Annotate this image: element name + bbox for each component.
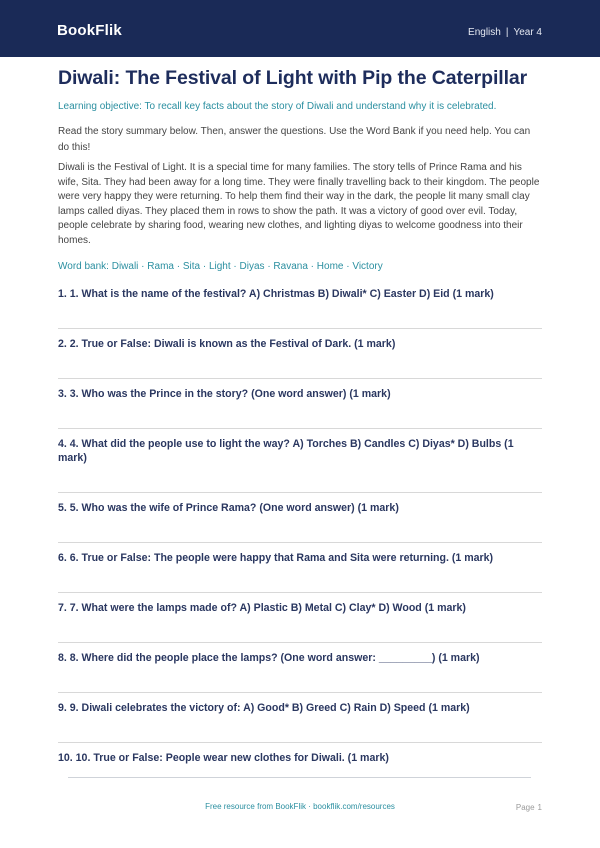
question-item xyxy=(58,337,542,379)
question-text: 8. 8. Where did the people place the lamps? (One word answer: _________) (1 mark) xyxy=(58,651,480,664)
meta-separator: | xyxy=(505,27,509,38)
footer-divider xyxy=(68,777,531,778)
worksheet-content xyxy=(58,66,542,765)
header-bar xyxy=(0,0,600,57)
page-title: Diwali: The Festival of Light with Pip the Caterpillar xyxy=(58,67,528,89)
question-text: 6. 6. True or False: The people were happy that Rama and Sita were returning. (1 mark) xyxy=(58,551,494,564)
answer-line[interactable] xyxy=(58,542,542,543)
footer-resource-link[interactable]: Free resource from BookFlik · bookflik.com/resources xyxy=(205,802,395,811)
subject-year-label xyxy=(468,27,542,38)
answer-line[interactable] xyxy=(58,692,542,693)
answer-line[interactable] xyxy=(58,492,542,493)
question-item xyxy=(58,651,542,693)
answer-line[interactable] xyxy=(58,428,542,429)
year-label: Year 4 xyxy=(513,27,542,38)
answer-line[interactable] xyxy=(58,742,542,743)
subject-label: English xyxy=(468,27,501,38)
page-number-value: 1 xyxy=(537,803,542,812)
question-text: 1. 1. What is the name of the festival? A) Christmas B) Diwali* C) Easter D) Eid (1 mark) xyxy=(58,287,494,300)
question-item xyxy=(58,701,542,743)
instructions-text: Read the story summary below. Then, answer the questions. Use the Word Bank if you need help. You can do this! xyxy=(58,126,531,153)
question-item xyxy=(58,601,542,643)
brand-logo[interactable]: BookFlik xyxy=(57,22,122,39)
story-summary: Diwali is the Festival of Light. It is a special time for many families. The story tells of Prince Rama and his wife, Sita. They had been away for a long time. They were finally travelling back to their kingdom. The people were very happy they were returning. To help them find their way in the dark, the people lit many small clay lamps called diyas. They placed them in rows to show the path. It was a victory of good over evil. Today, people celebrate by sharing food, wearing new clothes, and lighting diyas to welcome goodness into their homes. xyxy=(58,162,540,246)
question-text: 7. 7. What were the lamps made of? A) Plastic B) Metal C) Clay* D) Wood (1 mark) xyxy=(58,601,466,614)
question-text: 3. 3. Who was the Prince in the story? (One word answer) (1 mark) xyxy=(58,387,391,400)
answer-line[interactable] xyxy=(58,378,542,379)
question-item xyxy=(58,437,542,493)
answer-line[interactable] xyxy=(58,642,542,643)
page-number xyxy=(516,803,542,812)
question-text: 9. 9. Diwali celebrates the victory of: A) Good* B) Greed C) Rain D) Speed (1 mark) xyxy=(58,701,470,714)
question-text: 10. 10. True or False: People wear new clothes for Diwali. (1 mark) xyxy=(58,751,389,764)
question-text: 2. 2. True or False: Diwali is known as the Festival of Dark. (1 mark) xyxy=(58,337,396,350)
page-label: Page xyxy=(515,803,535,812)
answer-line[interactable] xyxy=(58,328,542,329)
word-bank: Word bank: Diwali · Rama · Sita · Light · Diyas · Ravana · Home · Victory xyxy=(58,260,383,272)
answer-line[interactable] xyxy=(58,592,542,593)
question-item xyxy=(58,551,542,593)
question-item xyxy=(58,501,542,543)
question-item xyxy=(58,287,542,329)
question-item xyxy=(58,387,542,429)
questions-list xyxy=(58,287,542,765)
question-text: 4. 4. What did the people use to light the way? A) Torches B) Candles C) Diyas* D) Bulbs (1 mark) xyxy=(58,437,514,464)
question-text: 5. 5. Who was the wife of Prince Rama? (One word answer) (1 mark) xyxy=(58,501,399,514)
question-item xyxy=(58,751,542,765)
learning-objective: Learning objective: To recall key facts about the story of Diwali and understand why it is celebrated. xyxy=(58,101,497,112)
